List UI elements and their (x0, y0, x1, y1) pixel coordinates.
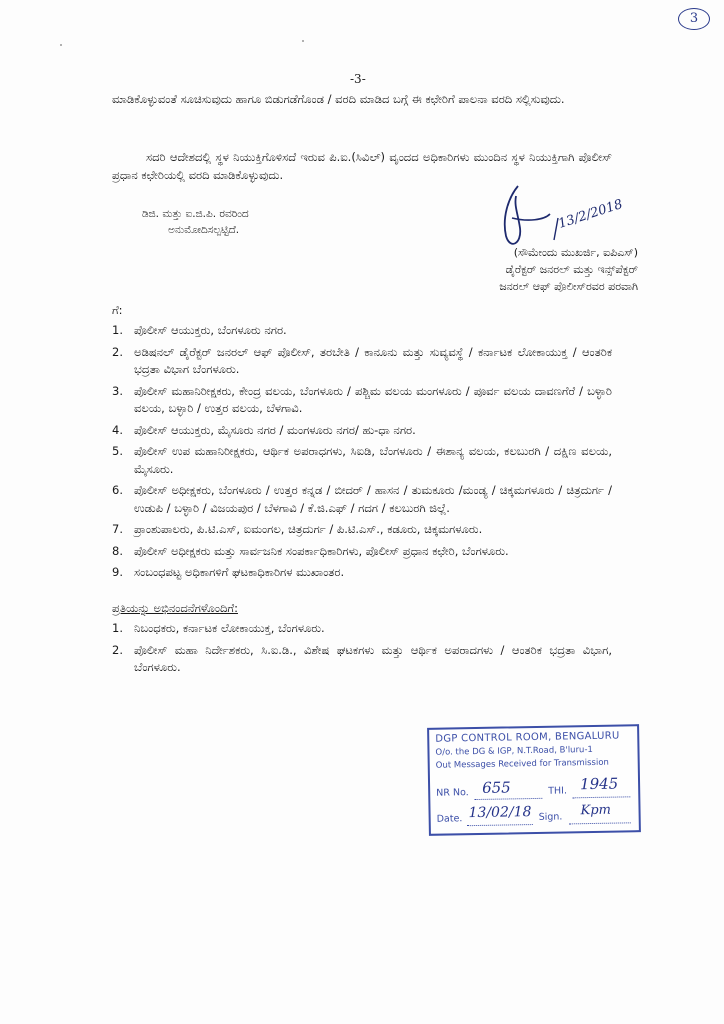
recipients-list (112, 322, 612, 586)
stamp-subtitle: Out Messages Received for Transmission (435, 757, 609, 771)
svg-text:13/2/2018: 13/2/2018 (556, 196, 625, 232)
list-item: 9. ಸಂಬಂಧಪಟ್ಟ ಅಧಿಕಾಗಳಿಗೆ ಘಟಕಾಧಿಕಾರಿಗಳ ಮುಖಾಂತರ. (112, 565, 345, 579)
list-item: 2. ಪೊಲೀಸ್ ಮಹಾ ನಿರ್ದೇಶಕರು, ಸಿ.ಐ.ಡಿ., ವಿಶೇಷ ಘಟಕಗಳು ಮತ್ತು ಆರ್ಥಿಕ ಅಪರಾದಗಳು / ಆಂತರಿಕ ಭದ್ರತಾ ವಿಭಾಗ, ಬೆಂಗಳೂರು. (112, 642, 612, 674)
approval-line-1: ಡಿಜಿ. ಮತ್ತು ಐ.ಜಿ.ಪಿ. ರವರಿಂದ (142, 208, 249, 220)
list-item: 8. ಪೊಲೀಸ್ ಅಧೀಕ್ಷಕರು ಮತ್ತು ಸಾರ್ವಜನಿಕ ಸಂಪರ್ಕಾಧಿಕಾರಿಗಳು, ಪೊಲೀಸ್ ಪ್ರಧಾನ ಕಛೇರಿ, ಬೆಂಗಳೂರು. (112, 543, 509, 558)
page-number: -3- (350, 72, 366, 86)
scan-speck (302, 40, 304, 42)
list-item: 4. ಪೊಲೀಸ್ ಆಯುಕ್ತರು, ಮೈಸೂರು ನಗರ / ಮಂಗಳೂರು ನಗರ/ ಹು-ಧಾ ನಗರ. (112, 422, 416, 437)
copies-list (112, 620, 612, 681)
report-instruction-paragraph: ಸದರಿ ಆದೇಶದಲ್ಲಿ ಸ್ಥಳ ನಿಯುಕ್ತಿಗೊಳಿಸದೆ ಇರುವ ಪಿ.ಐ.(ಸಿವಿಲ್) ವೃಂದದ ಅಧಿಕಾರಿಗಳು ಮುಂದಿನ ಸ್ಥಳ ನಿಯುಕ್ತಿಗಾಗಿ ಪೊಲೀಸ್ ಪ್ರಧಾನ ಕಛೇರಿಯಲ್ಲಿ ವರದಿ ಮಾಡಿಕೊಳ್ಳುವುದು. (112, 150, 612, 182)
list-item: 5. ಪೊಲೀಸ್ ಉಪ ಮಹಾನಿರೀಕ್ಷಕರು, ಆರ್ಥಿಕ ಅಪರಾಧಗಳು, ಸಿಐಡಿ, ಬೆಂಗಳೂರು / ಈಶಾನ್ಯ ವಲಯ, ಕಲಬುರಗಿ / ದಕ್ಷಿಣ ವಲಯ, ಮೈಸೂರು. (112, 444, 612, 476)
list-item: 1. ನಿಬಂಧಕರು, ಕರ್ನಾಟಕ ಲೋಕಾಯುಕ್ತ, ಬೆಂಗಳೂರು. (112, 621, 325, 635)
list-item: 2. ಅಡಿಷನಲ್ ಡೈರೆಕ್ಟರ್ ಜನರಲ್ ಆಫ್ ಪೊಲೀಸ್, ತರಬೇತಿ / ಕಾನೂನು ಮತ್ತು ಸುವ್ಯವಸ್ಥೆ / ಕರ್ನಾಟಕ ಲೋಕಾಯುಕ್ತ / ಆಂತರಿಕ ಭದ್ರತಾ ವಿಭಾಗ ಬೆಂಗಳೂರು. (112, 344, 612, 376)
signatory-designation-1: ಡೈರೆಕ್ಟರ್ ಜನರಲ್ ಮತ್ತು ಇನ್ಸ್‌ಪೆಕ್ಟರ್ (505, 263, 638, 276)
control-room-stamp (427, 724, 641, 836)
signatory-name: (ಸೌಮೇಂದು ಮುಖರ್ಜಿ, ಐಪಿಎಸ್) (513, 246, 638, 259)
stamp-address: O/o. the DG & IGP, N.T.Road, B'luru-1 (435, 744, 593, 758)
stamp-nr-value: 655 (481, 778, 511, 797)
signatory-designation-2: ಜನರಲ್ ಆಫ್ ಪೊಲೀಸ್‌ರವರ ಪರವಾಗಿ (499, 280, 638, 293)
continuation-paragraph: ಮಾಡಿಕೊಳ್ಳುವಂತೆ ಸೂಚಿಸುವುದು ಹಾಗೂ ಬಿಡುಗಡೆಗೊಂಡ / ವರದಿ ಮಾಡಿದ ಬಗ್ಗೆ ಈ ಕಛೇರಿಗೆ ಪಾಲನಾ ವರದಿ ಸಲ್ಲಿಸುವುದು. (112, 92, 565, 106)
stamp-nr-label: NR No. (436, 787, 469, 799)
page-corner-number: 3 (678, 8, 710, 30)
list-item: 6. ಪೊಲೀಸ್ ಅಧೀಕ್ಷಕರು, ಬೆಂಗಳೂರು / ಉತ್ತರ ಕನ್ನಡ / ಬೀದರ್ / ಹಾಸನ / ತುಮಕೂರು /ಮಂಡ್ಯ / ಚಿಕ್ಕಮಗಳೂರು / ಚಿತ್ರದುರ್ಗ / ಉಡುಪಿ / ಬಳ್ಳಾರಿ / ವಿಜಯಪುರ / ಬೆಳಗಾವಿ / ಕೆ.ಜಿ.ಎಫ್ / ಗದಗ / ಕಲಬುರಗಿ ಜಿಲ್ಲೆ. (112, 483, 612, 515)
stamp-date-label: Date. (436, 813, 463, 825)
stamp-thi-value: 1945 (579, 774, 619, 794)
approval-line-2: ಅನುಮೋದಿಸಲ್ಪಟ್ಟಿದೆ. (168, 224, 240, 236)
list-item: 1. ಪೊಲೀಸ್ ಆಯುಕ್ತರು, ಬೆಂಗಳೂರು ನಗರ. (112, 323, 287, 337)
stamp-title: DGP CONTROL ROOM, BENGALURU (435, 730, 620, 745)
stamp-date-value: 13/02/18 (468, 804, 532, 822)
scan-speck (60, 44, 62, 46)
copy-to-label: ಪ್ರತಿಯನ್ನು ಅಭಿನಂದನೆಗಳೊಂದಿಗೆ: (112, 601, 238, 615)
recipients-label: ಗೆ: (112, 303, 123, 317)
list-item: 7. ಪ್ರಾಂಶುಪಾಲರು, ಪಿ.ಟಿ.ಎಸ್, ಐಮಂಗಲ, ಚಿತ್ರದುರ್ಗ / ಪಿ.ಟಿ.ಎಸ್., ಕಡೂರು, ಚಿಕ್ಕಮಗಳೂರು. (112, 522, 483, 536)
stamp-thi-label: THI. (548, 785, 568, 797)
signatory-block (420, 244, 638, 295)
stamp-sign-label: Sign. (538, 811, 563, 823)
stamp-sign-value: Kpm (580, 802, 612, 819)
list-item: 3. ಪೊಲೀಸ್ ಮಹಾನಿರೀಕ್ಷಕರು, ಕೇಂದ್ರ ವಲಯ, ಬೆಂಗಳೂರು / ಪಶ್ಚಿಮ ವಲಯ ಮಂಗಳೂರು / ಪೂರ್ವ ವಲಯ ದಾವಣಗೆರೆ / ಬಳ್ಳಾರಿ ವಲಯ, ಬಳ್ಳಾರಿ / ಉತ್ತರ ವಲಯ, ಬೆಳಗಾವಿ. (112, 383, 612, 415)
approval-note (142, 206, 249, 238)
